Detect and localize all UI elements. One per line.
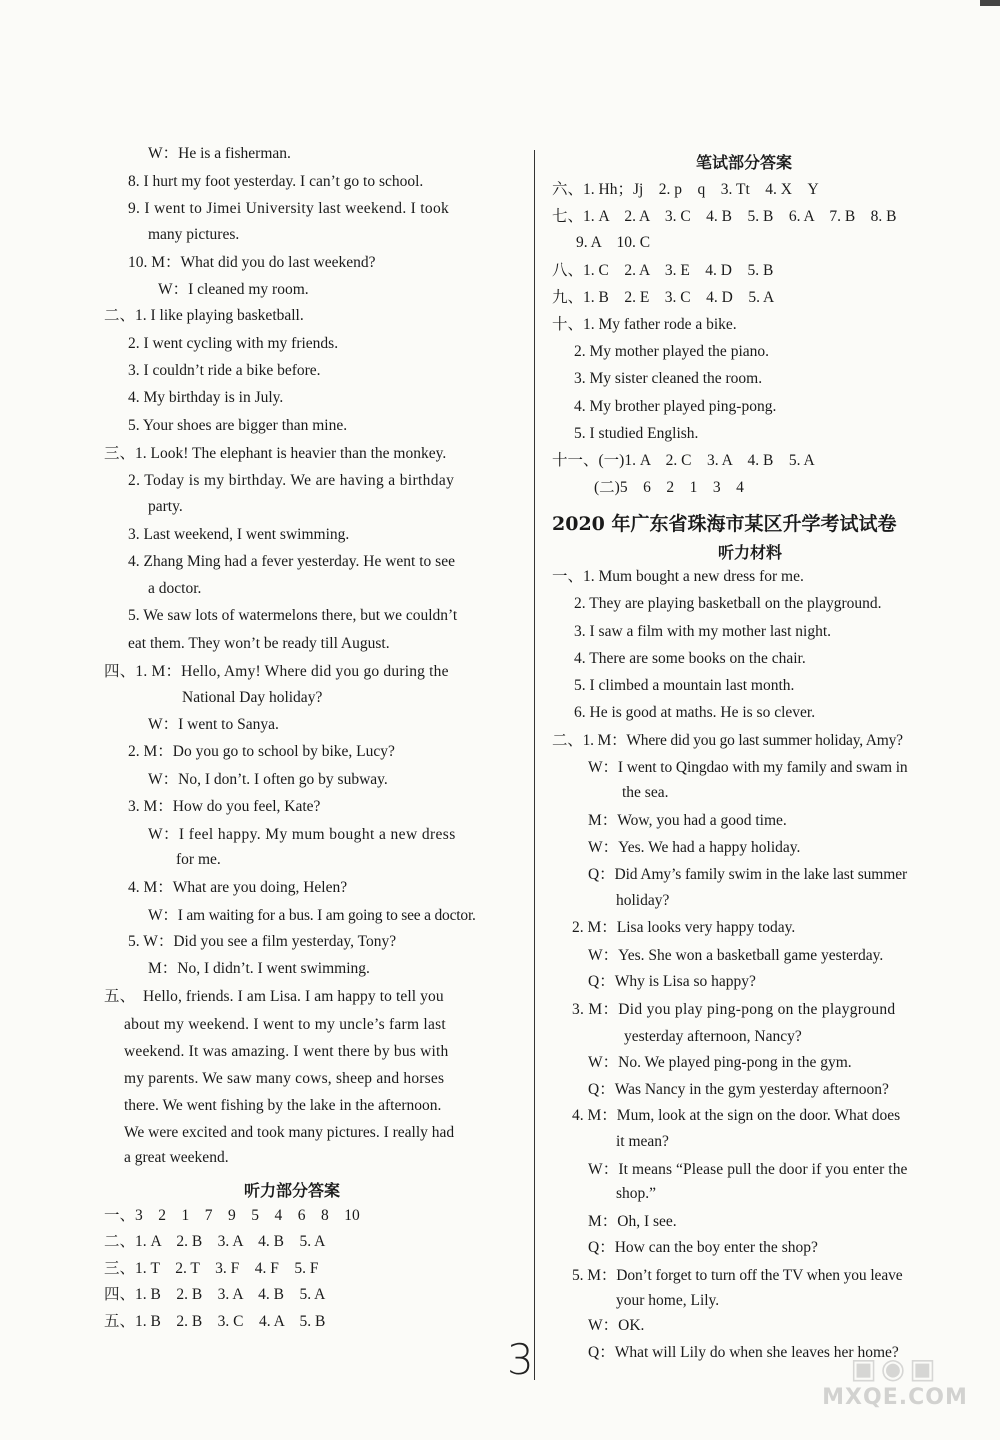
text-line: 5. W：Did you see a film yesterday, Tony? <box>128 933 397 950</box>
text-line: 5. Your shoes are bigger than mine. <box>128 417 348 434</box>
text-line: 4. There are some books on the chair. <box>574 650 806 667</box>
text-line: Q：Why is Lisa so happy? <box>588 973 756 990</box>
text-line: the sea. <box>622 784 669 801</box>
watermark <box>800 1352 990 1432</box>
watermark-logo-icon: ▣◉▣ <box>850 1352 940 1385</box>
answer-line: 一、3 2 1 7 9 5 4 6 8 10 <box>104 1207 360 1224</box>
answer-line: (二)5 6 2 1 3 4 <box>594 479 744 496</box>
text-line: it mean? <box>616 1133 669 1150</box>
text-line: W：I feel happy. My mum bought a new dress <box>148 826 456 843</box>
text-line: 6. He is good at maths. He is so clever. <box>574 704 816 721</box>
answer-line: 三、1. T 2. T 3. F 4. F 5. F <box>104 1260 319 1277</box>
text-line: for me. <box>176 851 221 868</box>
text-line: my parents. We saw many cows, sheep and horses <box>124 1070 445 1087</box>
text-line: 四、1. M：Hello, Amy! Where did you go during the <box>104 663 449 680</box>
answer-line: 十、1. My father rode a bike. <box>552 316 737 333</box>
answer-line: 五、1. B 2. B 3. C 4. A 5. B <box>104 1313 326 1330</box>
answer-line: 十一、(一)1. A 2. C 3. A 4. B 5. A <box>552 452 815 469</box>
text-line: 10. M：What did you do last weekend? <box>128 254 376 271</box>
text-line: We were excited and took many pictures. I really had <box>124 1124 455 1141</box>
answer-line: 3. My sister cleaned the room. <box>574 370 763 387</box>
column-divider <box>534 150 535 1380</box>
text-line: 5. M：Don’t forget to turn off the TV when you leave <box>572 1267 903 1284</box>
section-heading: 听力材料 <box>718 543 783 562</box>
text-line: 4. Zhang Ming had a fever yesterday. He went to see <box>128 553 455 570</box>
text-line: 4. My birthday is in July. <box>128 389 284 406</box>
text-line: 4. M：What are you doing, Helen? <box>128 879 348 896</box>
text-line: 3. M：Did you play ping-pong on the playground <box>572 1001 896 1018</box>
text-line: W：No, I don’t. I often go by subway. <box>148 771 388 788</box>
text-line: 2. Today is my birthday. We are having a birthday <box>128 472 455 489</box>
page-number: 3 <box>507 1335 534 1384</box>
text-line: 3. M：How do you feel, Kate? <box>128 798 321 815</box>
text-line: W：No. We played ping-pong in the gym. <box>588 1054 852 1071</box>
answer-line: 二、1. A 2. B 3. A 4. B 5. A <box>104 1233 326 1250</box>
answer-line: 六、1. Hh；Jj 2. p q 3. Tt 4. X Y <box>552 181 819 198</box>
text-line: W：I went to Sanya. <box>148 716 279 733</box>
text-line: W：It means “Please pull the door if you enter the <box>588 1161 908 1178</box>
text-line: 8. I hurt my foot yesterday. I can’t go to school. <box>128 173 424 190</box>
answer-line: 5. I studied English. <box>574 425 699 442</box>
answer-line: 四、1. B 2. B 3. A 4. B 5. A <box>104 1286 326 1303</box>
section-heading: 听力部分答案 <box>244 1181 341 1200</box>
text-line: 2. I went cycling with my friends. <box>128 335 339 352</box>
text-line: weekend. It was amazing. I went there by bus with <box>124 1043 449 1060</box>
text-line: M：Wow, you had a good time. <box>588 812 787 829</box>
section-heading: 笔试部分答案 <box>696 153 793 172</box>
text-line: 2. M：Lisa looks very happy today. <box>572 919 796 936</box>
text-line: shop.” <box>616 1185 657 1202</box>
text-line: 3. I saw a film with my mother last night. <box>574 623 832 640</box>
text-line: party. <box>148 498 183 515</box>
text-line: W：I went to Qingdao with my family and swam in <box>588 759 908 776</box>
text-line: eat them. They won’t be ready till August. <box>128 635 390 652</box>
text-line: W：I am waiting for a bus. I am going to see a doctor. <box>148 907 476 924</box>
text-line: 2. They are playing basketball on the playground. <box>574 595 882 612</box>
text-line: 三、1. Look! The elephant is heavier than the monkey. <box>104 445 447 462</box>
page-corner-mark <box>980 0 1000 6</box>
text-line: many pictures. <box>148 226 240 243</box>
text-line: holiday? <box>616 892 670 909</box>
text-line: 9. I went to Jimei University last weekend. I took <box>128 200 450 217</box>
text-line: a doctor. <box>148 580 202 597</box>
text-line: your home, Lily. <box>616 1292 720 1309</box>
text-line: there. We went fishing by the lake in the afternoon. <box>124 1097 442 1114</box>
text-line: 二、1. M：Where did you go last summer holiday, Amy? <box>552 732 903 749</box>
text-line: W：He is a fisherman. <box>148 145 291 162</box>
text-line: 5. I climbed a mountain last month. <box>574 677 795 694</box>
text-line: 4. M：Mum, look at the sign on the door. What does <box>572 1107 901 1124</box>
text-line: Q：How can the boy enter the shop? <box>588 1239 818 1256</box>
text-line: Q：Was Nancy in the gym yesterday afternoon? <box>588 1081 889 1098</box>
text-line: 3. I couldn’t ride a bike before. <box>128 362 321 379</box>
text-line: M：No, I didn’t. I went swimming. <box>148 960 370 977</box>
exam-title: 2020 年广东省珠海市某区升学考试试卷 <box>552 513 897 535</box>
text-line: 五、 Hello, friends. I am Lisa. I am happy to tell you <box>104 988 444 1005</box>
text-line: Q：What will Lily do when she leaves her home? <box>588 1344 899 1361</box>
text-line: 5. We saw lots of watermelons there, but we couldn’t <box>128 607 458 624</box>
text-line: Q：Did Amy’s family swim in the lake last summer <box>588 866 908 883</box>
text-line: 二、1. I like playing basketball. <box>104 307 304 324</box>
text-line: W：OK. <box>588 1317 645 1334</box>
text-line: about my weekend. I went to my uncle’s farm last <box>124 1016 446 1033</box>
answer-line: 9. A 10. C <box>576 234 651 251</box>
answer-line: 八、1. C 2. A 3. E 4. D 5. B <box>552 262 774 279</box>
watermark-text: MXQE.COM <box>822 1385 968 1410</box>
text-line: W：I cleaned my room. <box>158 281 309 298</box>
text-line: M：Oh, I see. <box>588 1213 677 1230</box>
text-line: W：Yes. She won a basketball game yesterday. <box>588 947 884 964</box>
text-line: 一、1. Mum bought a new dress for me. <box>552 568 804 585</box>
answer-line: 九、1. B 2. E 3. C 4. D 5. A <box>552 289 775 306</box>
text-line: 3. Last weekend, I went swimming. <box>128 526 350 543</box>
text-line: National Day holiday? <box>182 689 323 706</box>
text-line: a great weekend. <box>124 1149 229 1166</box>
text-line: W：Yes. We had a happy holiday. <box>588 839 801 856</box>
text-line: yesterday afternoon, Nancy? <box>624 1028 802 1045</box>
answer-line: 七、1. A 2. A 3. C 4. B 5. B 6. A 7. B 8. B <box>552 208 897 225</box>
answer-line: 2. My mother played the piano. <box>574 343 769 360</box>
text-line: 2. M：Do you go to school by bike, Lucy? <box>128 743 395 760</box>
answer-line: 4. My brother played ping-pong. <box>574 398 777 415</box>
